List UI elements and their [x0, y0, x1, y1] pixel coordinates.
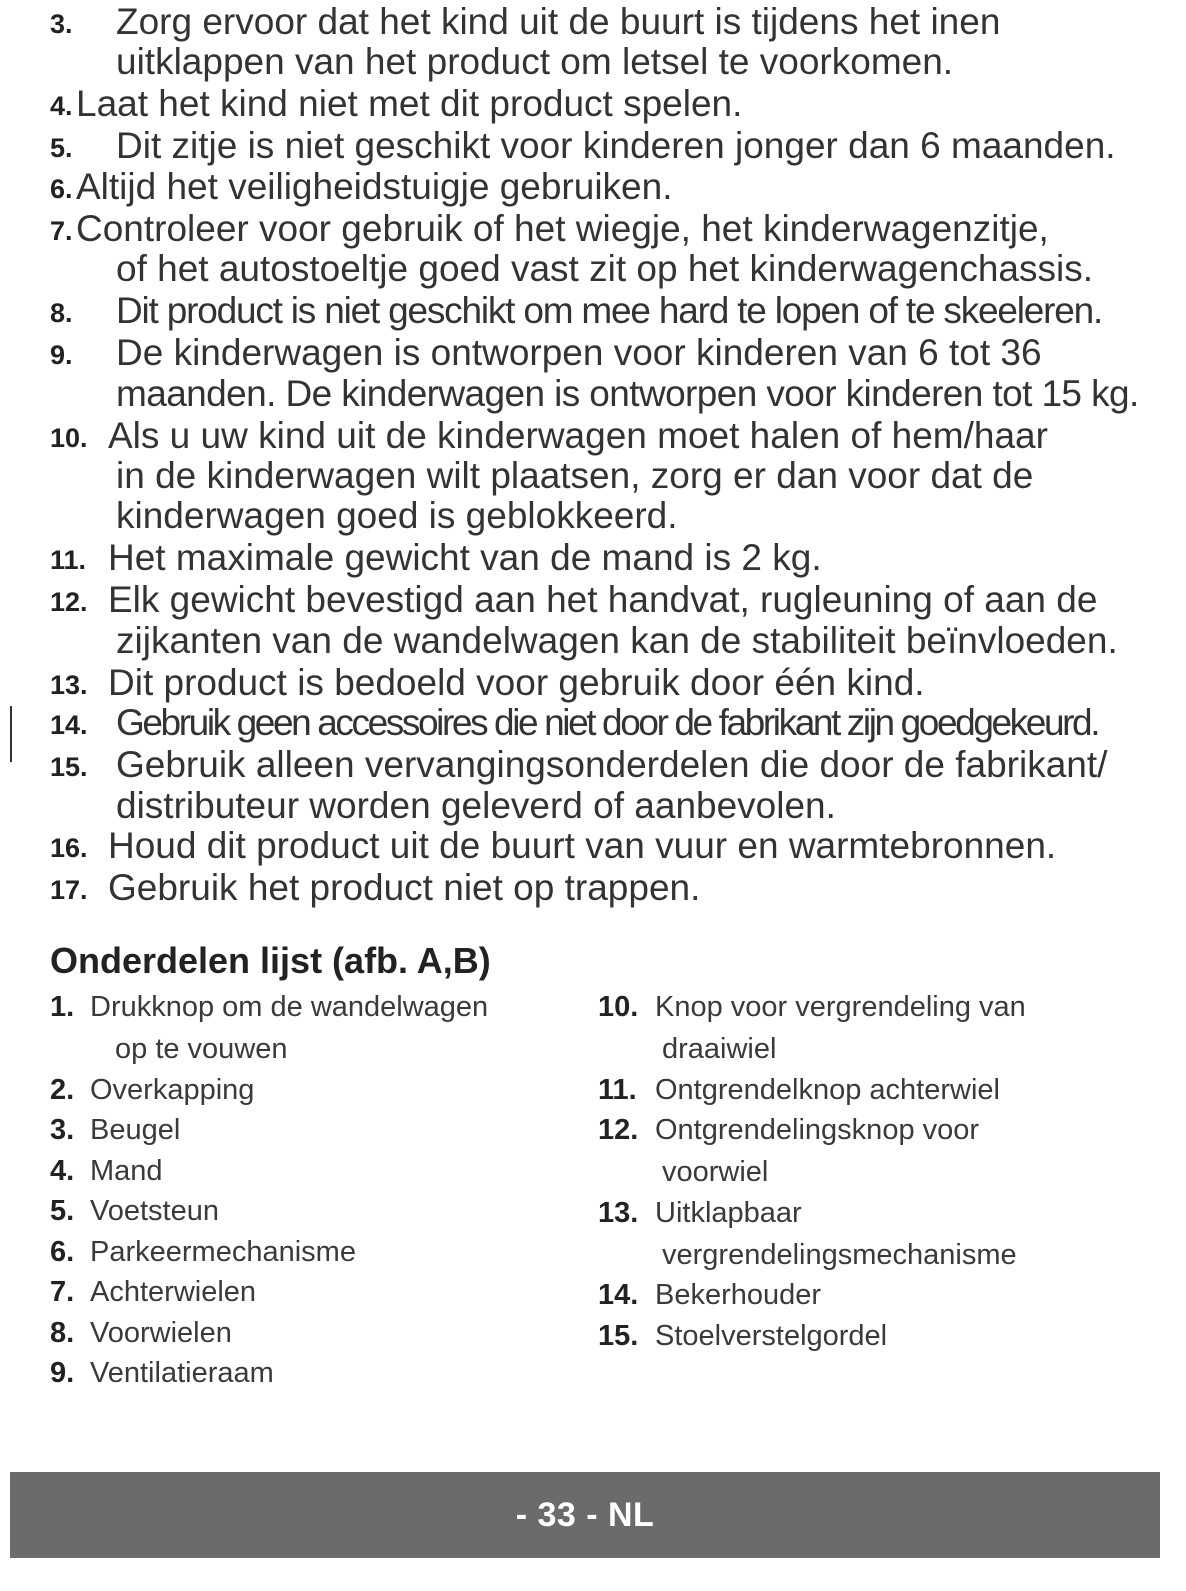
item-text: Voorwielen	[90, 1316, 232, 1349]
parts-list-right	[598, 986, 1178, 1355]
item-text: Knop voor vergrendeling van	[655, 991, 1026, 1023]
item-number: 11.	[598, 1073, 637, 1106]
list-item	[50, 416, 1170, 537]
item-text: Dit product is bedoeld voor gebruik door één kind.	[108, 661, 925, 703]
list-item	[50, 2, 1170, 83]
list-item	[50, 703, 1170, 743]
list-item	[598, 1192, 1178, 1276]
list-item	[598, 1109, 1178, 1193]
item-text: of het autostoeltje goed vast zit op het kinderwagenchassis.	[116, 248, 1093, 290]
list-item	[598, 1069, 1178, 1111]
list-item	[50, 126, 1170, 166]
item-text: Achterwielen	[90, 1276, 257, 1308]
item-number: 5.	[50, 133, 73, 164]
item-number: 3.	[50, 9, 73, 39]
item-number: 2.	[50, 1073, 75, 1106]
item-text: Gebruik het product niet op trappen.	[108, 867, 701, 909]
list-item	[50, 1190, 590, 1232]
item-number: 3.	[50, 1114, 75, 1146]
item-text: kinderwagen goed is geblokkeerd.	[116, 495, 678, 537]
item-number: 9.	[50, 340, 73, 371]
item-text: draaiwiel	[662, 1033, 777, 1065]
item-text: Houd dit product uit de buurt van vuur en warmtebronnen.	[108, 825, 1057, 867]
item-number: 1.	[50, 991, 75, 1023]
list-item	[50, 1109, 590, 1151]
item-text: Bekerhouder	[655, 1279, 822, 1311]
item-text: voorwiel	[662, 1156, 769, 1188]
item-number: 6.	[50, 1235, 75, 1268]
item-text: Stoelverstelgordel	[655, 1319, 888, 1352]
item-text: vergrendelingsmechanisme	[662, 1238, 1017, 1271]
list-item	[598, 1274, 1178, 1316]
item-text: distributeur worden geleverd of aanbevolen.	[116, 784, 836, 826]
item-number: 10.	[50, 422, 88, 453]
list-item	[50, 745, 1170, 826]
item-text: Mand	[90, 1154, 163, 1187]
list-item	[50, 1150, 590, 1192]
list-item	[50, 826, 1170, 866]
page-footer	[10, 1472, 1160, 1558]
item-text: Parkeermechanisme	[90, 1235, 356, 1268]
list-item	[50, 1069, 590, 1111]
item-number: 7.	[50, 1276, 75, 1308]
item-text: De kinderwagen is ontworpen voor kinderen van 6 tot 36	[116, 332, 1042, 374]
item-number: 4.	[50, 91, 73, 122]
item-number: 8.	[50, 298, 73, 329]
list-item	[50, 538, 1170, 578]
parts-list-title: Onderdelen lijst (afb. A,B)	[50, 940, 491, 981]
item-number: 14.	[50, 710, 88, 741]
list-item	[50, 333, 1170, 414]
list-item	[50, 1271, 590, 1313]
item-text: Gebruik alleen vervangingsonderdelen die door de fabrikant/	[116, 744, 1108, 786]
item-number: 7.	[50, 215, 73, 246]
item-text: Laat het kind niet met dit product spelen.	[76, 83, 743, 125]
item-number: 10.	[598, 991, 639, 1023]
item-number: 13.	[50, 669, 88, 700]
item-number: 11.	[50, 545, 87, 576]
item-text: Dit zitje is niet geschikt voor kinderen jonger dan 6 maanden.	[116, 125, 1116, 167]
list-item	[50, 986, 590, 1070]
page-number: - 33 - NL	[515, 1495, 655, 1534]
item-text: Beugel	[90, 1114, 181, 1146]
list-item	[50, 209, 1170, 290]
item-text: Drukknop om de wandelwagen	[90, 991, 489, 1023]
item-text: Ontgrendelingsknop voor	[655, 1114, 980, 1146]
list-item	[50, 868, 1170, 908]
item-text: Dit product is niet geschikt om mee hard te lopen of te skeeleren.	[116, 290, 1103, 332]
item-text: Controleer voor gebruik of het wiegje, het kinderwagenzitje,	[76, 207, 1049, 249]
list-item	[598, 1315, 1178, 1357]
warnings-list	[50, 2, 1170, 908]
list-item	[50, 580, 1170, 661]
item-text: Ventilatieraam	[90, 1357, 274, 1389]
item-text: Het maximale gewicht van de mand is 2 kg.	[108, 537, 822, 579]
item-text: Ontgrendelknop achterwiel	[655, 1073, 1000, 1106]
item-text: uitklappen van het product om letsel te voorkomen.	[116, 41, 954, 83]
list-item	[50, 1312, 590, 1354]
item-number: 8.	[50, 1316, 75, 1349]
item-number: 13.	[598, 1196, 639, 1229]
list-item	[50, 663, 1170, 703]
item-text: Gebruik geen accessoires die niet door de fabrikant zijn goedgekeurd.	[116, 702, 1099, 744]
item-number: 15.	[50, 752, 88, 783]
item-number: 14.	[598, 1279, 639, 1311]
item-text: Uitklapbaar	[655, 1196, 802, 1229]
item-number: 9.	[50, 1357, 75, 1389]
item-text: Als u uw kind uit de kinderwagen moet halen of hem/haar	[108, 414, 1048, 456]
item-number: 15.	[598, 1319, 639, 1352]
item-text: Elk gewicht bevestigd aan het handvat, rugleuning of aan de	[108, 579, 1098, 621]
item-text: maanden. De kinderwagen is ontworpen voor kinderen tot 15 kg.	[116, 372, 1139, 414]
item-text: Overkapping	[90, 1073, 255, 1106]
list-item	[50, 167, 1170, 207]
parts-list-left	[50, 986, 590, 1393]
item-number: 12.	[50, 587, 88, 618]
item-text: zijkanten van de wandelwagen kan de stabiliteit beïnvloeden.	[116, 619, 1118, 661]
item-text: Altijd het veiligheidstuigje gebruiken.	[76, 165, 673, 207]
item-number: 5.	[50, 1195, 75, 1227]
item-number: 16.	[50, 833, 88, 864]
item-number: 17.	[50, 875, 88, 906]
item-text: in de kinderwagen wilt plaatsen, zorg er dan voor dat de	[116, 455, 1034, 497]
item-text: op te vouwen	[115, 1033, 288, 1065]
list-item	[50, 84, 1170, 124]
list-item	[50, 291, 1170, 331]
item-number: 12.	[598, 1114, 639, 1146]
item-number: 4.	[50, 1154, 75, 1187]
item-number: 6.	[50, 173, 73, 204]
list-item	[598, 986, 1178, 1070]
item-text: Voetsteun	[90, 1195, 219, 1227]
list-item	[50, 1352, 590, 1394]
item-text: Zorg ervoor dat het kind uit de buurt is tijdens het inen	[116, 1, 1001, 42]
margin-rule	[10, 706, 12, 762]
list-item	[50, 1231, 590, 1273]
